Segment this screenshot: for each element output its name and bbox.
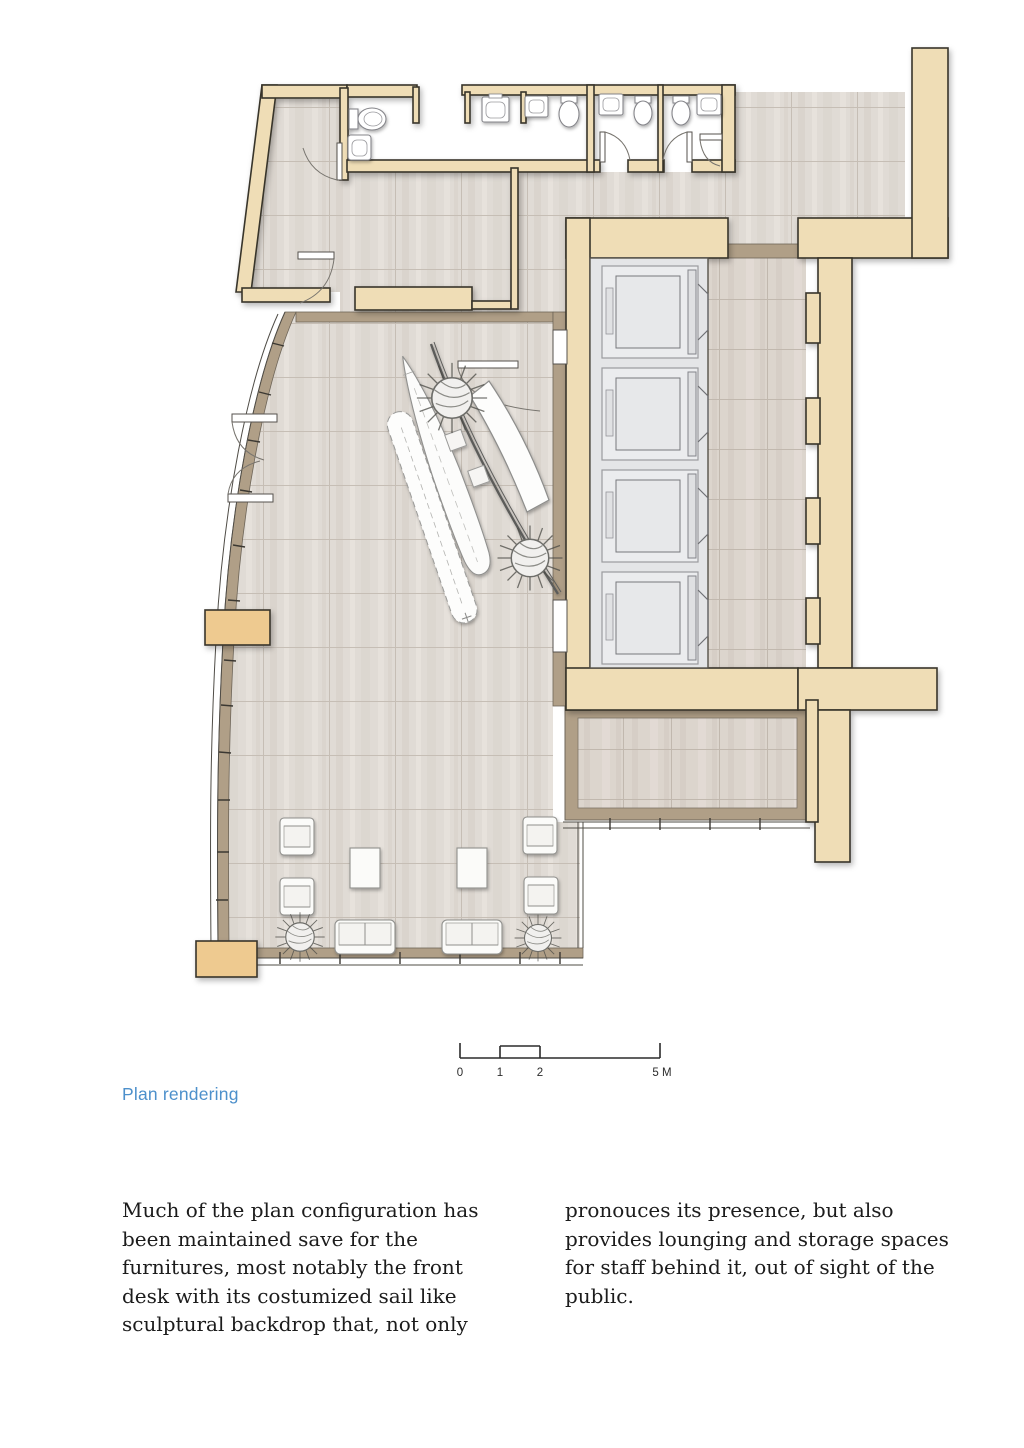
elevator-car-4: [602, 572, 708, 664]
scale-label-0: 0: [456, 1067, 464, 1079]
east-tee-wall-horizontal: [798, 668, 937, 710]
east-tee-wall-vertical: [815, 710, 850, 862]
text-line: desk with its costumized sail like: [122, 1283, 457, 1308]
sidelight-upper: [553, 330, 567, 364]
scale-label-1: 1: [496, 1067, 504, 1079]
text-line: for staff behind it, out of sight of the: [565, 1255, 935, 1280]
toilet-icon: [672, 96, 690, 125]
text-line: been maintained save for the: [122, 1226, 418, 1251]
sofa: [335, 920, 395, 954]
sink-icon: [599, 94, 623, 115]
thin-wall-horizontal: [472, 301, 511, 309]
text-line: provides lounging and storage spaces: [565, 1226, 949, 1251]
core-south-wall: [566, 668, 798, 710]
sidelight-lower: [553, 600, 567, 652]
pilaster-2: [806, 398, 820, 444]
terrace-glass-lines: [563, 822, 810, 828]
elevator-car-1: [602, 266, 708, 358]
northeast-vertical-wall: [912, 48, 948, 258]
stall-door-2: [663, 132, 692, 162]
restroom-north-wall-a: [347, 85, 417, 97]
lobby-north-wood-strip: [296, 312, 553, 322]
armchair: [280, 878, 314, 915]
text-line: pronouces its presence, but also: [565, 1198, 894, 1222]
restroom-jamb: [413, 87, 419, 123]
sink-icon: [525, 96, 548, 117]
elevator-car-2: [602, 368, 708, 460]
restroom-south-wall-a: [347, 160, 600, 172]
elevator-lobby-floor: [708, 258, 806, 668]
facade-column-mid: [205, 610, 270, 645]
body-text-column-1: [122, 1196, 532, 1339]
text-line: public.: [565, 1283, 634, 1308]
pilaster-3: [806, 498, 820, 544]
lobby-northwest-wall: [242, 288, 330, 302]
stall-door-1: [600, 132, 630, 162]
stall-wall-east: [722, 85, 735, 172]
facade-column-south: [196, 941, 257, 977]
elevator-car-3: [602, 470, 708, 562]
elevator-bank: [590, 258, 708, 668]
car-door: [688, 270, 696, 354]
core-threshold: [728, 244, 798, 258]
text-line: furnitures, most notably the front: [122, 1255, 463, 1280]
restroom-fixtures: [348, 94, 721, 160]
scale-label-2: 2: [536, 1067, 544, 1079]
armchair: [524, 877, 558, 914]
figure-caption: Plan rendering: [122, 1084, 239, 1104]
ottoman: [350, 848, 380, 888]
armchair: [523, 817, 557, 854]
toilet-icon: [559, 96, 579, 127]
core-west-wall: [566, 218, 590, 710]
toilet-icon: [634, 96, 652, 125]
counterweight: [606, 288, 613, 334]
pilaster-4: [806, 598, 820, 644]
stall-wall-west: [587, 85, 594, 172]
terrace-floor: [578, 718, 797, 808]
thin-wall-vertical: [511, 168, 518, 309]
restroom-north-wall-b: [462, 85, 735, 95]
sink-icon: [482, 94, 509, 122]
northeast-hall-floor: [735, 92, 905, 218]
armchair: [280, 818, 314, 855]
sink-icon: [697, 94, 721, 115]
text-line: sculptural backdrop that, not only: [122, 1312, 468, 1337]
sofa: [442, 920, 502, 954]
pilaster-1: [806, 293, 820, 343]
corridor-east-wall: [818, 258, 852, 668]
scale-label-5m: 5 M: [652, 1067, 672, 1079]
terrace-east-jamb: [806, 700, 818, 822]
coatroom-north-wall: [262, 85, 347, 98]
lobby-north-wall: [355, 287, 472, 310]
scale-bar: [457, 1043, 672, 1079]
stall-divider: [658, 85, 663, 172]
body-text-column-2: [565, 1196, 975, 1310]
text-line: Much of the plan configuration has: [122, 1198, 479, 1222]
sink-icon: [348, 135, 371, 160]
toilet-icon: [349, 108, 386, 130]
ottoman: [457, 848, 487, 888]
wc-partition-1: [465, 92, 470, 123]
